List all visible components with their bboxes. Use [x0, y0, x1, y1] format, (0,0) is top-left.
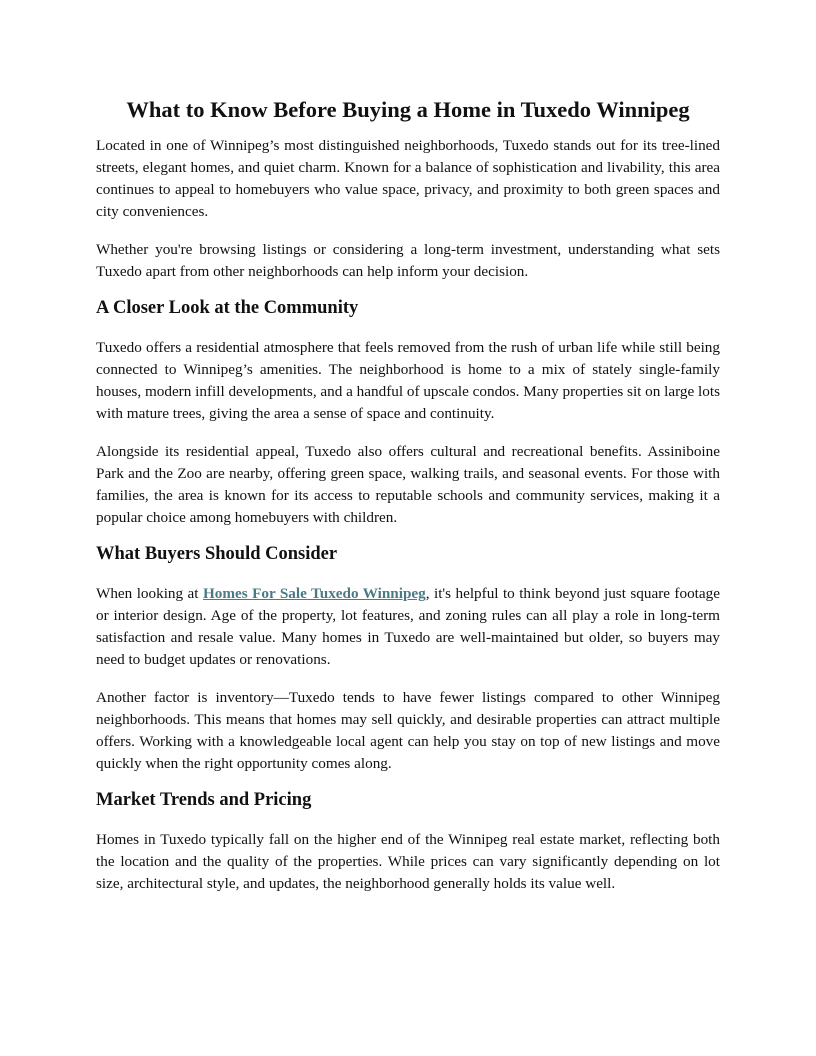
- page-title: What to Know Before Buying a Home in Tuxedo Winnipeg: [126, 97, 690, 122]
- section-heading-market: Market Trends and Pricing: [96, 790, 312, 810]
- intro-paragraph: Located in one of Winnipeg’s most distinguished neighborhoods, Tuxedo stands out for its tree-lined streets, elegant homes, and quiet charm. Known for a balance of sophistication and livability, this area continues to appeal to homebuyers who value space, privacy, and proximity to both green spaces and city conveniences.: [96, 137, 720, 220]
- paragraph: Tuxedo offers a residential atmosphere that feels removed from the rush of urban life while still being connected to Winnipeg’s amenities. The neighborhood is home to a mix of stately single-family houses, modern infill developments, and a handful of upscale condos. Many properties sit on large lots with mature trees, giving the area a sense of space and continuity.: [96, 339, 720, 422]
- document-page: [96, 96, 720, 911]
- section-heading-buyers: What Buyers Should Consider: [96, 544, 338, 564]
- paragraph: Alongside its residential appeal, Tuxedo also offers cultural and recreational benefits. Assiniboine Park and the Zoo are nearby, offering green space, walking trails, and seasonal events. For those with families, the area is known for its access to reputable schools and community services, making it a popular choice among homebuyers with children.: [96, 443, 720, 526]
- text: , it's helpful to think beyond just square footage or interior design. Age of the property, lot features, and zoning rules can all play a role in long-term satisfaction and resale value. Many homes in Tuxedo are well-maintained but older, so buyers may need to budget updates or renovations.: [96, 585, 720, 668]
- section-heading-community: A Closer Look at the Community: [96, 298, 359, 318]
- paragraph-with-link: [96, 583, 720, 671]
- homes-for-sale-link[interactable]: Homes For Sale Tuxedo Winnipeg: [202, 585, 426, 602]
- text: When looking at: [96, 585, 203, 602]
- intro-paragraph: Whether you're browsing listings or considering a long-term investment, understanding what sets Tuxedo apart from other neighborhoods can help inform your decision.: [96, 241, 720, 280]
- paragraph: Homes in Tuxedo typically fall on the higher end of the Winnipeg real estate market, reflecting both the location and the quality of the properties. While prices can vary significantly depending on lot size, architectural style, and updates, the neighborhood generally holds its value well.: [96, 831, 720, 892]
- paragraph: Another factor is inventory—Tuxedo tends to have fewer listings compared to other Winnipeg neighborhoods. This means that homes may sell quickly, and desirable properties can attract multiple offers. Working with a knowledgeable local agent can help you stay on top of new listings and move quickly when the right opportunity comes along.: [96, 689, 720, 772]
